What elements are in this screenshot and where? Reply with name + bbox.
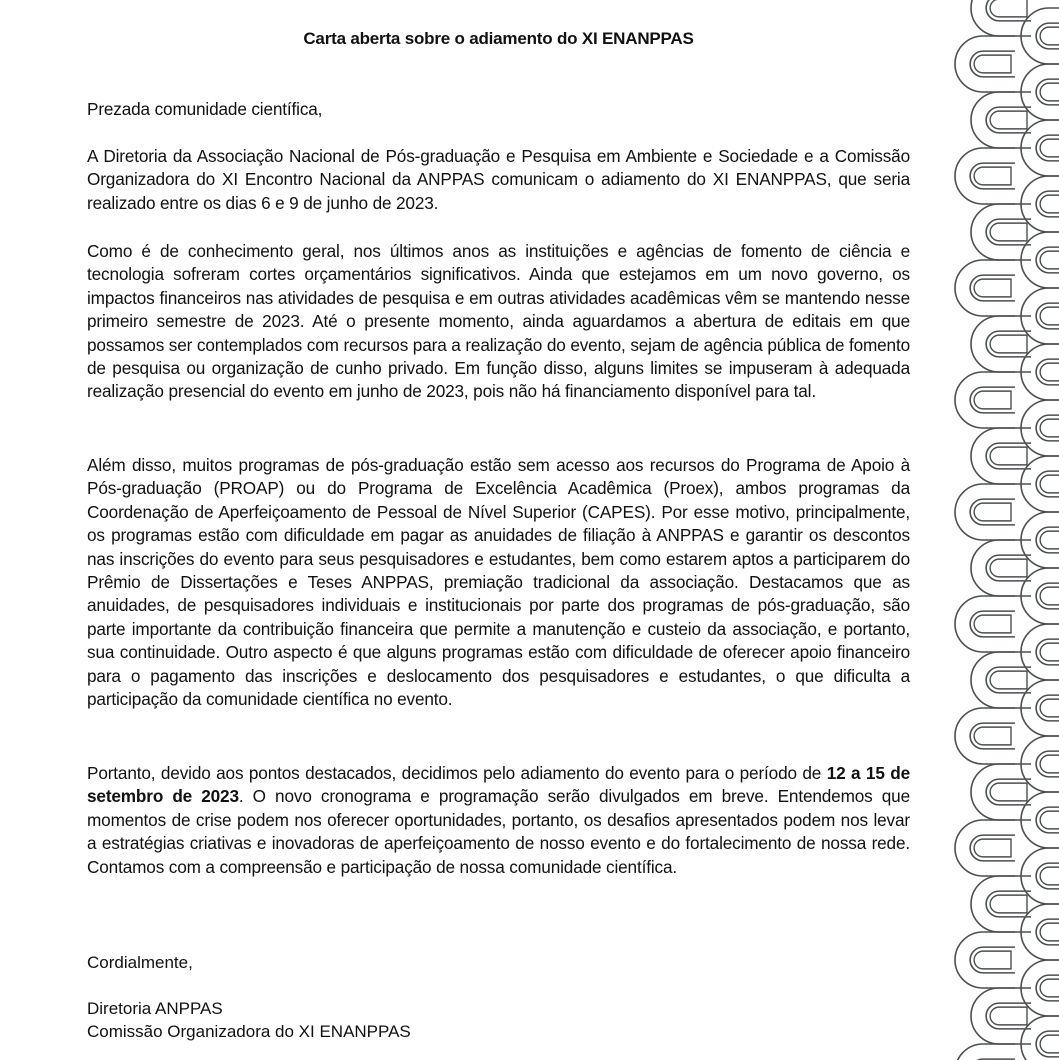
loop-shape: [955, 148, 1015, 204]
conclusion-text-start: Portanto, devido aos pontos destacados, decidimos pelo adiamento do evento para o período de: [87, 763, 827, 783]
loop-shape: [955, 372, 1015, 428]
paragraph-programs: Além disso, muitos programas de pós-graduação estão sem acesso aos recursos do Programa de Apoio à Pós-graduação (PROAP) ou do Programa de Excelência Acadêmica (Proex), ambos programas da Coordenação de Aperfeiçoamento de Pessoal de Nível Superior (CAPES). Por esse motivo, principalmente, os programas estão com dificuldade em pagar as anuidades de filiação à ANPPAS e garantir os descontos nas inscrições do evento para seus pesquisadores e estudantes, bem como estarem aptos a participarem do Prêmio de Dissertações e Teses ANPPAS, premiação tradicional da associação. Destacamos que as anuidades, de pesquisadores individuais e institucionais por parte dos programas de pós-graduação, são parte importante da contribuição financeira que permite a manutenção e custeio da associação, e portanto, sua continuidade. Outro aspecto é que alguns programas estão com dificuldade de oferecer apoio financeiro para o pagamento das inscrições e deslocamento dos pesquisadores e estudantes, o que dificulta a participação da comunidade científica no evento.: [87, 455, 910, 710]
loop-shape: [955, 484, 1015, 540]
loop-shape: [955, 708, 1015, 764]
greeting: Prezada comunidade científica,: [87, 99, 323, 119]
decorative-loop-pattern: [949, 0, 1059, 1060]
letter-title: Carta aberta sobre o adiamento do XI ENANPPAS: [303, 29, 694, 48]
new-dates: 12 a 15 de setembro de 2023: [87, 763, 910, 807]
paragraph-context: Como é de conhecimento geral, nos últimos anos as instituições e agências de fomento de ciência e tecnologia sofreram cortes orçamentários significativos. Ainda que estejamos em um novo governo, os impactos financeiros nas atividades de pesquisa e em outras atividades acadêmicas vêm se mantendo nesse primeiro semestre de 2023. Até o presente momento, ainda aguardamos a abertura de editais em que possamos ser contemplados com recursos para a realização do evento, sejam de agência pública de fomento de pesquisa ou organização de cunho privado. Em função disso, alguns limites se impuseram à adequada realização presencial do evento em junho de 2023, pois não há financiamento disponível para tal.: [87, 241, 910, 402]
closing: Cordialmente,: [87, 953, 193, 972]
loop-shape: [955, 596, 1015, 652]
paragraph-announcement: A Diretoria da Associação Nacional de Pós-graduação e Pesquisa em Ambiente e Sociedade e a Comissão Organizadora do XI Encontro Nacional da ANPPAS comunicam o adiamento do XI ENANPPAS, que seria realizado entre os dias 6 e 9 de junho de 2023.: [87, 146, 910, 213]
loop-shape: [955, 820, 1015, 876]
conclusion-text-end: . O novo cronograma e programação serão divulgados em breve. Entendemos que momentos de crise podem nos oferecer oportunidades, portanto, os desafios apresentados podem nos levar a estratégias criativas e inovadoras de aperfeiçoamento de nosso evento e do fortalecimento de nossa rede. Contamos com a compreensão e participação de nossa comunidade científica.: [87, 786, 910, 877]
loop-shape: [955, 260, 1015, 316]
signature-committee: Comissão Organizadora do XI ENANPPAS: [87, 1022, 411, 1041]
paragraph-conclusion: [87, 762, 910, 879]
loop-shape: [955, 932, 1015, 988]
loop-shape: [955, 36, 1015, 92]
signature-board: Diretoria ANPPAS: [87, 999, 223, 1018]
loop-shape: [955, 1044, 1015, 1060]
